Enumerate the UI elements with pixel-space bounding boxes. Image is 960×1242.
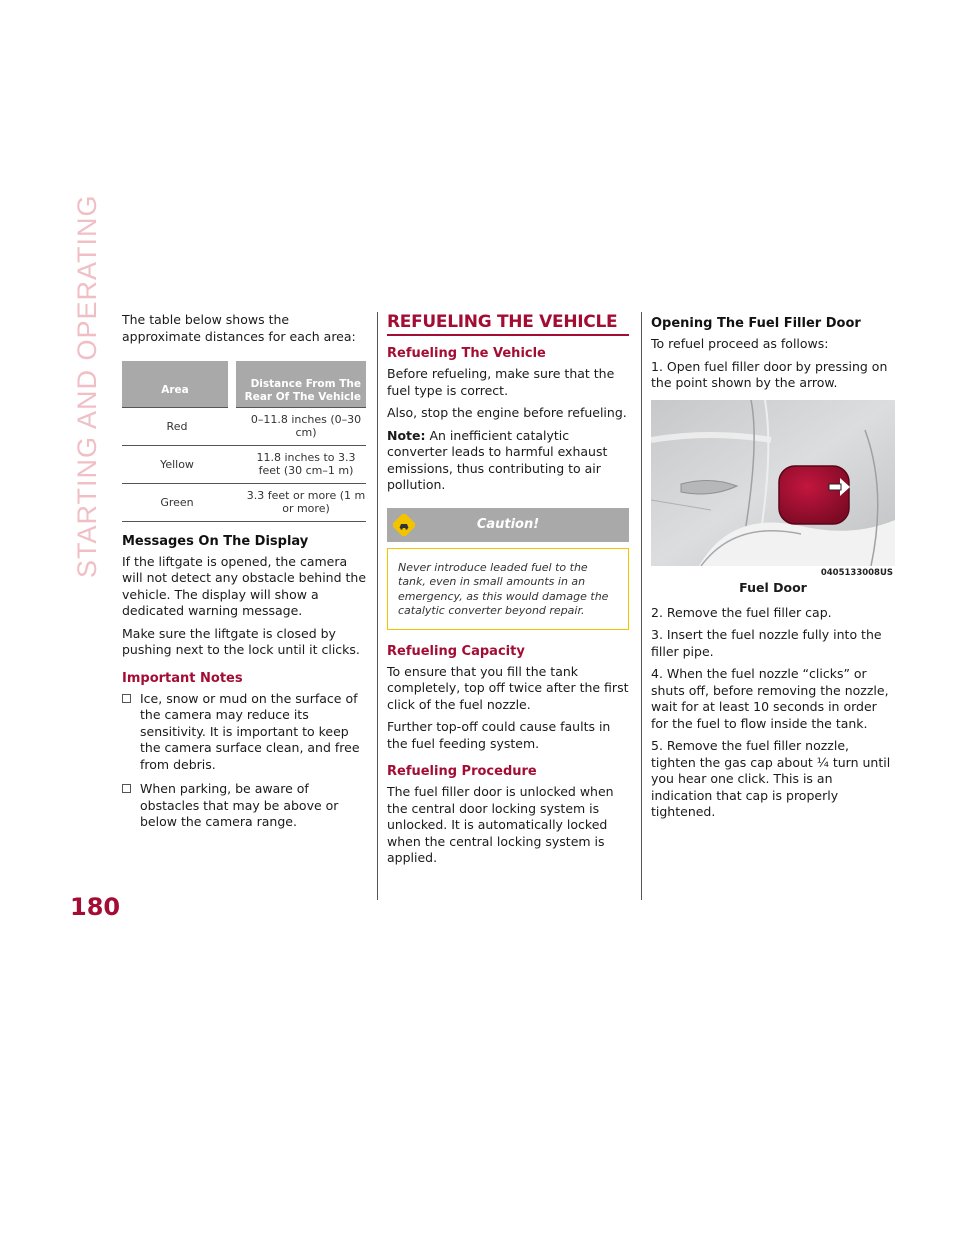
paragraph: Also, stop the engine before refueling. — [387, 405, 627, 420]
caution-body: Never introduce leaded fuel to the tank, even in small amounts in an emergency, as this would damage the catalytic converter beyond repair. — [387, 548, 629, 630]
table-intro: The table below shows the approximate distances for each area: — [122, 312, 356, 344]
step-paragraph: 1. Open fuel filler door by pressing on the point shown by the arrow. — [651, 358, 888, 390]
fuel-door-figure — [651, 400, 895, 566]
table-row — [122, 483, 366, 521]
table-header-distance: Distance From The Rear Of The Vehicle — [232, 361, 366, 407]
table-cell: Green — [122, 483, 232, 521]
list-item — [122, 691, 366, 774]
table-cell: 0–11.8 inches (0–30 cm) — [232, 407, 366, 445]
messages-heading: Messages On The Display — [122, 533, 309, 549]
section-side-title: STARTING AND OPERATING — [72, 194, 102, 578]
step-paragraph: 2. Remove the fuel filler cap. — [651, 604, 832, 620]
step-paragraph: 4. When the fuel nozzle “clicks” or shuts off, before removing the nozzle, wait for at least 10 seconds in order for the fuel to flow inside the tank. — [651, 666, 889, 731]
note-text: An inefficient catalytic converter leads to harmful exhaust emissions, thus contributing to air pollution. — [387, 427, 608, 492]
column-divider — [377, 312, 378, 900]
paragraph: To refuel proceed as follows: — [651, 336, 829, 351]
table-row — [122, 445, 366, 483]
list-item-text: When parking, be aware of obstacles that may be above or below the camera range. — [140, 781, 339, 829]
table-cell: 11.8 inches to 3.3 feet (30 cm–1 m) — [232, 445, 366, 483]
fuel-door-figure-wrap — [651, 400, 895, 578]
paragraph: To ensure that you fill the tank completely, top off twice after the first click of the fuel nozzle. — [387, 663, 629, 712]
paragraph: Further top-off could cause faults in the fuel feeding system. — [387, 719, 611, 751]
paragraph: Make sure the liftgate is closed by pushing next to the lock until it clicks. — [122, 625, 360, 657]
column-right — [651, 312, 895, 827]
list-item-text: Ice, snow or mud on the surface of the camera may reduce its sensitivity. It is important to keep the camera surface clean, and free from debris. — [140, 690, 360, 772]
subheading: Opening The Fuel Filler Door — [651, 316, 861, 331]
step-paragraph: 5. Remove the fuel filler nozzle, tighten the gas cap about ¼ turn until you hear one click. This is an indication that cap is properly tightened. — [651, 738, 891, 819]
column-middle — [387, 312, 629, 873]
table-row — [122, 407, 366, 445]
warning-icon — [393, 514, 415, 536]
paragraph: Before refueling, make sure that the fuel type is correct. — [387, 366, 615, 398]
important-notes-heading: Important Notes — [122, 670, 243, 686]
table-cell: Red — [122, 407, 232, 445]
column-left — [122, 312, 366, 837]
column-divider — [641, 312, 642, 900]
paragraph: The fuel filler door is unlocked when the central door locking system is unlocked. It is automatically locked when the central locking system is applied. — [387, 784, 614, 865]
subheading: Refueling The Vehicle — [387, 346, 546, 361]
fuel-door-illustration — [651, 400, 895, 566]
subheading: Refueling Capacity — [387, 643, 525, 659]
table-header-area: Area — [122, 361, 232, 407]
caution-header — [387, 508, 629, 542]
note-paragraph — [387, 428, 629, 494]
caution-title: Caution! — [476, 516, 540, 532]
subheading: Refueling Procedure — [387, 764, 537, 779]
paragraph: If the liftgate is opened, the camera will not detect any obstacle behind the vehicle. The display will show a dedicated warning message. — [122, 553, 367, 618]
figure-code: 0405133008US — [820, 567, 893, 578]
step-paragraph: 3. Insert the fuel nozzle fully into the filler pipe. — [651, 627, 882, 659]
list-item — [122, 781, 366, 831]
page-number: 180 — [70, 893, 121, 921]
table-cell: 3.3 feet or more (1 m or more) — [232, 483, 366, 521]
figure-caption: Fuel Door — [739, 579, 807, 595]
table-cell: Yellow — [122, 445, 232, 483]
checkbox-bullet-icon — [122, 694, 131, 703]
note-label: Note: — [387, 427, 426, 443]
distance-table — [122, 361, 366, 522]
checkbox-bullet-icon — [122, 784, 131, 793]
section-title: REFUELING THE VEHICLE — [387, 312, 629, 336]
